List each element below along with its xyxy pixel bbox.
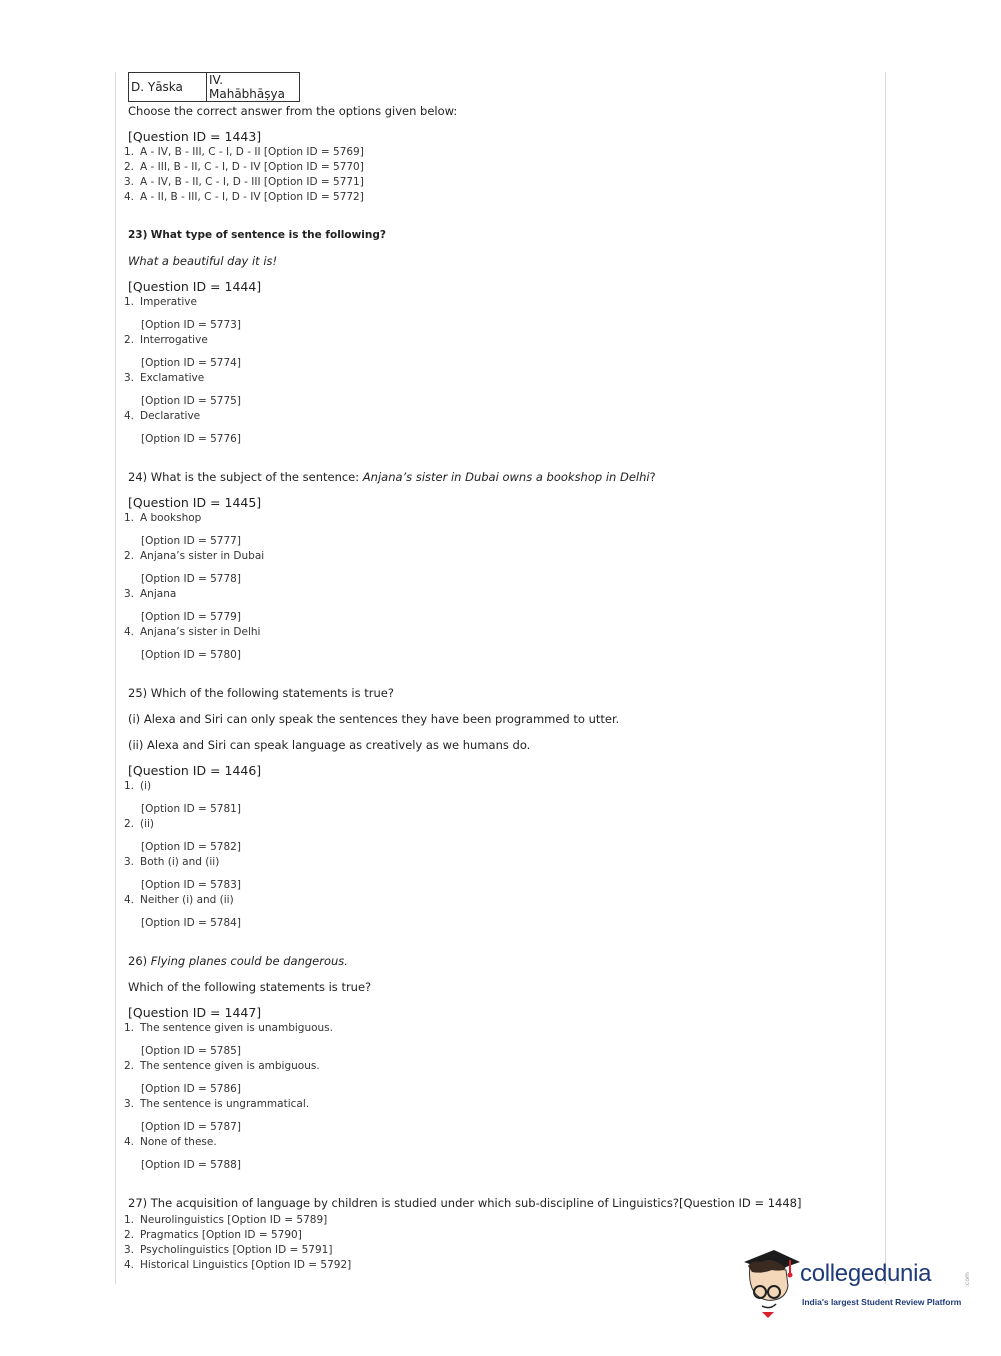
question-id: [Question ID = 1443] <box>128 129 262 144</box>
option-number: 3. <box>124 856 135 868</box>
list-item <box>124 145 880 160</box>
question-text: Which of the following statements is true? <box>150 686 394 700</box>
question-number: 23) <box>128 229 148 241</box>
option-id: [Option ID = 5775] <box>141 395 241 407</box>
list-item <box>124 371 880 386</box>
option-id: [Option ID = 5787] <box>141 1121 241 1133</box>
option-number: 2. <box>124 161 135 173</box>
list-item <box>124 625 880 640</box>
list-item <box>124 587 880 602</box>
option-list <box>124 295 880 447</box>
list-item <box>124 893 880 908</box>
question-id: [Question ID = 1446] <box>128 763 262 778</box>
question-number: 26) <box>128 954 148 968</box>
list-item <box>124 549 880 564</box>
option-number: 1. <box>124 296 135 308</box>
list-item <box>124 190 880 205</box>
option-number: 3. <box>124 372 135 384</box>
list-item <box>124 175 880 190</box>
option-text: A - II, B - III, C - I, D - IV [Option ID = 5772] <box>140 191 364 203</box>
logo-com-text: .com <box>963 1272 971 1287</box>
question-number: 25) <box>128 686 148 700</box>
list-item <box>124 1228 880 1243</box>
question-text: What type of sentence is the following? <box>150 229 386 241</box>
option-text: Anjana <box>140 588 177 600</box>
option-number: 4. <box>124 894 135 906</box>
option-text: (i) <box>140 780 152 792</box>
option-number: 1. <box>124 512 135 524</box>
option-id: [Option ID = 5773] <box>141 319 241 331</box>
question-text: The acquisition of language by children is studied under which sub-discipline of Linguistics?[Question ID = 1448] <box>150 1196 802 1210</box>
question-paper <box>124 72 880 1273</box>
option-text: The sentence is ungrammatical. <box>140 1098 310 1110</box>
option-id: [Option ID = 5781] <box>141 803 241 815</box>
option-text: Anjana’s sister in Dubai <box>140 550 265 562</box>
option-number: 1. <box>124 146 135 158</box>
option-id: [Option ID = 5784] <box>141 917 241 929</box>
option-list <box>124 779 880 931</box>
option-text: Neither (i) and (ii) <box>140 894 234 906</box>
list-item <box>124 511 880 526</box>
option-number: 2. <box>124 334 135 346</box>
option-id: [Option ID = 5780] <box>141 649 241 661</box>
option-number: 4. <box>124 410 135 422</box>
option-list <box>124 1021 880 1173</box>
list-item <box>124 1097 880 1112</box>
list-item <box>124 295 880 310</box>
option-number: 3. <box>124 588 135 600</box>
option-number: 4. <box>124 626 135 638</box>
list-item <box>124 160 880 175</box>
option-text: A - IV, B - III, C - I, D - II [Option ID = 5769] <box>140 146 364 158</box>
option-text: A - III, B - II, C - I, D - IV [Option ID = 5770] <box>140 161 364 173</box>
mascot-icon <box>742 1248 804 1318</box>
option-number: 2. <box>124 818 135 830</box>
list-item <box>124 333 880 348</box>
question-id: [Question ID = 1444] <box>128 279 262 294</box>
option-id: [Option ID = 5774] <box>141 357 241 369</box>
option-text: Interrogative <box>140 334 208 346</box>
option-list <box>124 511 880 663</box>
option-id: [Option ID = 5776] <box>141 433 241 445</box>
option-text: Psycholinguistics [Option ID = 5791] <box>140 1244 333 1256</box>
question-id: [Question ID = 1445] <box>128 495 262 510</box>
list-item <box>124 1135 880 1150</box>
option-text: A - IV, B - II, C - I, D - III [Option ID = 5771] <box>140 176 364 188</box>
option-text: Neurolinguistics [Option ID = 5789] <box>140 1214 328 1226</box>
option-id: [Option ID = 5783] <box>141 879 241 891</box>
option-id: [Option ID = 5778] <box>141 573 241 585</box>
question-text: Flying planes could be dangerous. <box>150 954 348 968</box>
question-title <box>128 469 880 485</box>
option-list <box>124 145 880 205</box>
question-id: [Question ID = 1447] <box>128 1005 262 1020</box>
option-number: 1. <box>124 780 135 792</box>
question-number: 27) <box>128 1196 148 1210</box>
option-id: [Option ID = 5782] <box>141 841 241 853</box>
list-item <box>124 409 880 424</box>
option-text: None of these. <box>140 1136 217 1148</box>
option-number: 1. <box>124 1022 135 1034</box>
statement-1: (i) Alexa and Siri can only speak the sentences they have been programmed to utter. <box>128 712 620 726</box>
option-id: [Option ID = 5779] <box>141 611 241 623</box>
option-number: 2. <box>124 1229 135 1241</box>
option-number: 2. <box>124 550 135 562</box>
question-number: 24) <box>128 470 148 484</box>
list-item <box>124 855 880 870</box>
question-prompt: What a beautiful day it is! <box>128 254 278 268</box>
question-sentence: Anjana’s sister in Dubai owns a bookshop in Delhi <box>362 470 650 484</box>
option-text: The sentence given is unambiguous. <box>140 1022 333 1034</box>
instruction-text: Choose the correct answer from the options given below: <box>128 104 458 118</box>
option-text: Anjana’s sister in Delhi <box>140 626 261 638</box>
question-title <box>128 227 880 243</box>
question-text: What is the subject of the sentence: <box>150 470 360 484</box>
option-text: Imperative <box>140 296 197 308</box>
question-title <box>128 953 880 969</box>
option-text: Historical Linguistics [Option ID = 5792] <box>140 1259 352 1271</box>
match-row <box>129 73 300 102</box>
option-id: [Option ID = 5786] <box>141 1083 241 1095</box>
collegedunia-logo[interactable] <box>742 1248 972 1318</box>
option-id: [Option ID = 5785] <box>141 1045 241 1057</box>
option-id: [Option ID = 5777] <box>141 535 241 547</box>
match-right-cell: IV. Mahābhāṣya <box>207 73 300 102</box>
logo-tagline: India's largest Student Review Platform <box>802 1297 962 1307</box>
question-title <box>128 685 880 701</box>
option-number: 4. <box>124 191 135 203</box>
list-item <box>124 779 880 794</box>
statement-2: (ii) Alexa and Siri can speak language as creatively as we humans do. <box>128 738 531 752</box>
option-text: Exclamative <box>140 372 205 384</box>
option-number: 4. <box>124 1136 135 1148</box>
option-text: The sentence given is ambiguous. <box>140 1060 320 1072</box>
option-text: Both (i) and (ii) <box>140 856 220 868</box>
option-number: 3. <box>124 1244 135 1256</box>
match-table <box>128 72 300 102</box>
question-mark: ? <box>649 470 656 484</box>
option-text: (ii) <box>140 818 155 830</box>
match-left-cell: D. Yāska <box>129 73 207 102</box>
question-subtext: Which of the following statements is true? <box>128 980 372 994</box>
question-title <box>128 1195 880 1211</box>
list-item <box>124 817 880 832</box>
option-number: 3. <box>124 176 135 188</box>
option-number: 4. <box>124 1259 135 1271</box>
logo-brand-text: collegedunia <box>800 1260 932 1287</box>
list-item <box>124 1021 880 1036</box>
list-item <box>124 1059 880 1074</box>
option-text: Pragmatics [Option ID = 5790] <box>140 1229 302 1241</box>
list-item <box>124 1213 880 1228</box>
option-number: 3. <box>124 1098 135 1110</box>
page-right-rule <box>885 72 886 1284</box>
option-text: A bookshop <box>140 512 202 524</box>
option-number: 1. <box>124 1214 135 1226</box>
option-text: Declarative <box>140 410 201 422</box>
option-id: [Option ID = 5788] <box>141 1159 241 1171</box>
option-number: 2. <box>124 1060 135 1072</box>
page-left-rule <box>115 72 116 1284</box>
